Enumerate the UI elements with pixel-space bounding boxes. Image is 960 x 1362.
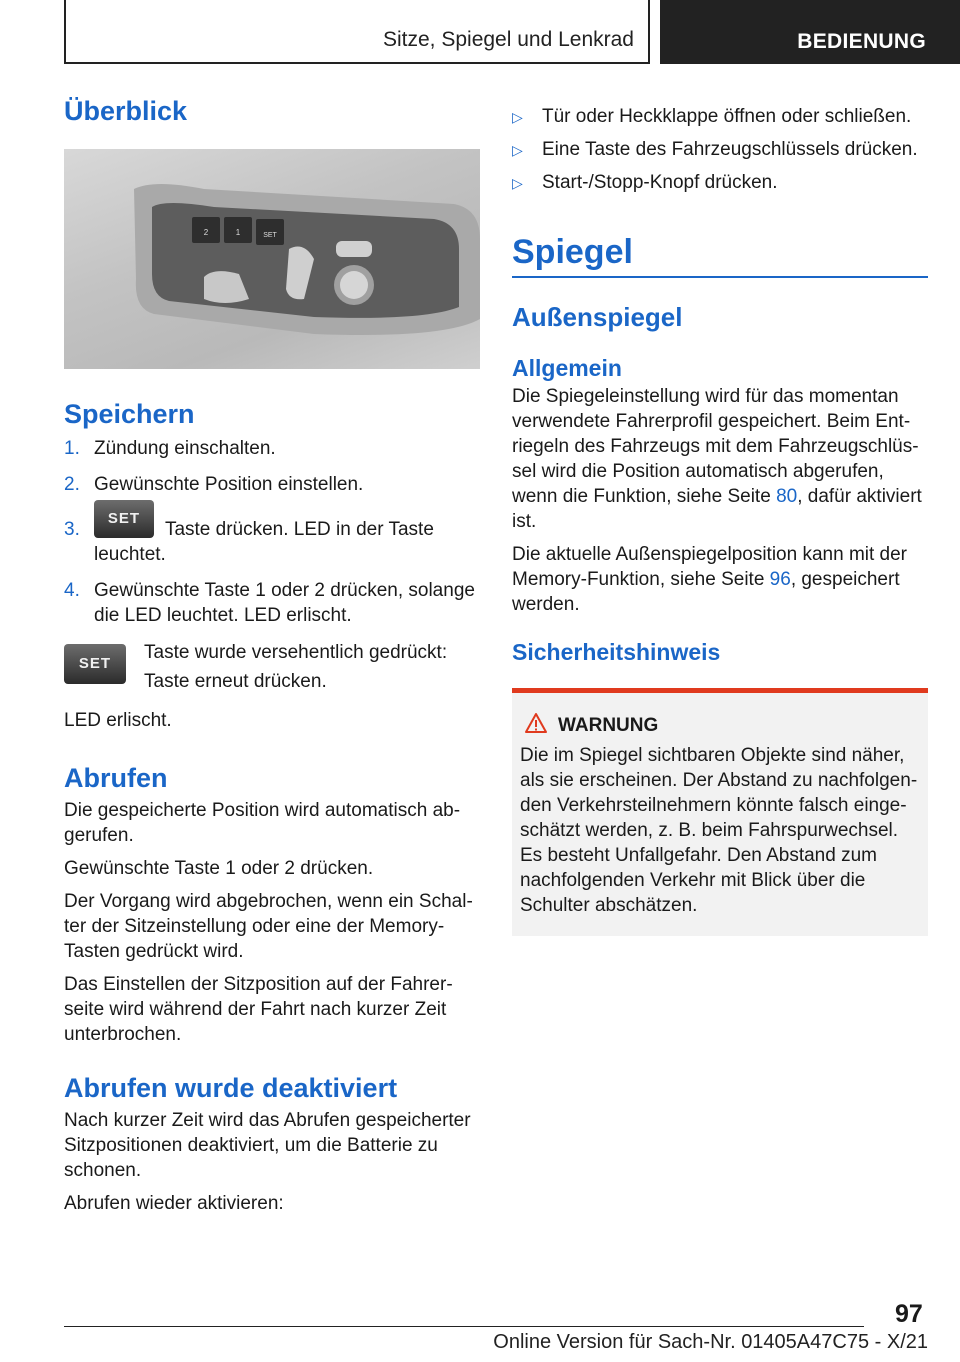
recall-heading: Abrufen xyxy=(64,763,168,793)
paragraph: Die gespeicherte Position wird automatisch abgerufen. xyxy=(64,800,461,846)
svg-text:1: 1 xyxy=(235,228,241,237)
left-column xyxy=(64,96,480,1216)
paragraph: Die aktuelle Außenspiegelposition kann mit der Memory-Funktion, siehe Seite 96, gespeichert werden. xyxy=(512,544,908,615)
warning-triangle-icon xyxy=(524,712,548,734)
set-note: SET Taste wurde versehentlich gedrückt: Taste erneut drücken. xyxy=(64,638,480,708)
header-section-tab xyxy=(660,0,960,64)
list-item: 1. Zündung einschalten. xyxy=(64,438,276,459)
save-steps-list xyxy=(64,436,480,628)
section-title: BEDIENUNG xyxy=(797,30,926,53)
list-item: 3. SET Taste drücken. LED in der Taste leuchtet. xyxy=(64,517,480,567)
svg-text:2: 2 xyxy=(203,228,209,237)
set-button-icon: SET xyxy=(94,500,154,538)
footer-version-text: Online Version für Sach-Nr. 01405A47C75 - X/21 xyxy=(493,1331,928,1353)
right-column xyxy=(512,96,928,936)
header-chapter-box xyxy=(64,0,650,64)
arrow-icon: ▷ xyxy=(512,142,523,158)
list-item: ▷ Start-/Stopp-Knopf drücken. xyxy=(512,170,928,195)
mirror-chapter-heading: Spiegel xyxy=(512,233,928,278)
safety-heading: Sicherheitshinweis xyxy=(512,639,721,665)
set-button-icon: SET xyxy=(64,644,126,684)
list-item: ▷ Tür oder Heckklappe öffnen oder schließen. xyxy=(512,104,928,129)
paragraph: Der Vorgang wird abgebrochen, wenn ein Schalter der Sitzeinstellung oder eine der Memory-Tasten gedrückt wird. xyxy=(64,891,473,962)
paragraph: Abrufen wieder aktivieren: xyxy=(64,1193,284,1214)
footer-divider xyxy=(64,1326,864,1327)
reactivation-list xyxy=(512,104,928,195)
paragraph: Gewünschte Taste 1 oder 2 drücken. xyxy=(64,858,374,879)
paragraph: Nach kurzer Zeit wird das Abrufen gespeicherter Sitzpositionen deaktiviert, um die Batterie zu schonen. xyxy=(64,1110,471,1181)
page-link[interactable]: 96 xyxy=(769,569,791,590)
page-number: 97 xyxy=(895,1300,923,1328)
warning-text: Die im Spiegel sichtbaren Objekte sind näher, als sie erscheinen. Der Abstand zu nachfolgenden Verkehrsteilnehmern könnte falsch eingeschätzt werden, z. B. beim Fahrspurwechsel. Es besteht Unfallgefahr. Den Abstand zum nachfolgenden Verkehr mit Blick über die Schulter abschätzen. xyxy=(520,745,918,916)
svg-text:SET: SET xyxy=(263,232,277,239)
exterior-mirror-heading: Außenspiegel xyxy=(512,302,683,332)
paragraph: Die Spiegeleinstellung wird für das momentan verwendete Fahrerprofil gespeichert. Beim Entriegeln des Fahrzeugs mit dem Fahrzeugschlüssel wird die Position automatisch abgerufen, wenn die Funktion, siehe Seite 80, dafür aktiviert ist. xyxy=(512,386,922,532)
paragraph: Das Einstellen der Sitzposition auf der Fahrerseite wird während der Fahrt nach kurzer Zeit unterbrochen. xyxy=(64,974,453,1045)
seat-panel-illustration xyxy=(64,149,480,369)
list-item: ▷ Eine Taste des Fahrzeugschlüssels drücken. xyxy=(512,137,928,162)
warning-box xyxy=(512,688,928,936)
save-heading: Speichern xyxy=(64,399,195,429)
deactivated-heading: Abrufen wurde deaktiviert xyxy=(64,1073,398,1103)
note-led-off: LED erlischt. xyxy=(64,710,172,731)
general-heading: Allgemein xyxy=(512,355,622,381)
overview-heading: Überblick xyxy=(64,96,188,126)
chapter-title: Sitze, Spiegel und Lenkrad xyxy=(382,28,634,51)
seat-control-photo xyxy=(64,149,480,369)
warning-header: WARNUNG xyxy=(520,715,920,737)
list-item: 4. Gewünschte Taste 1 oder 2 drücken, solange die LED leuchtet. LED erlischt. xyxy=(64,580,475,626)
arrow-icon: ▷ xyxy=(512,175,523,191)
arrow-icon: ▷ xyxy=(512,109,523,125)
page-link[interactable]: 80 xyxy=(776,486,798,507)
list-item: 2. Gewünschte Position einstellen. xyxy=(64,474,364,495)
